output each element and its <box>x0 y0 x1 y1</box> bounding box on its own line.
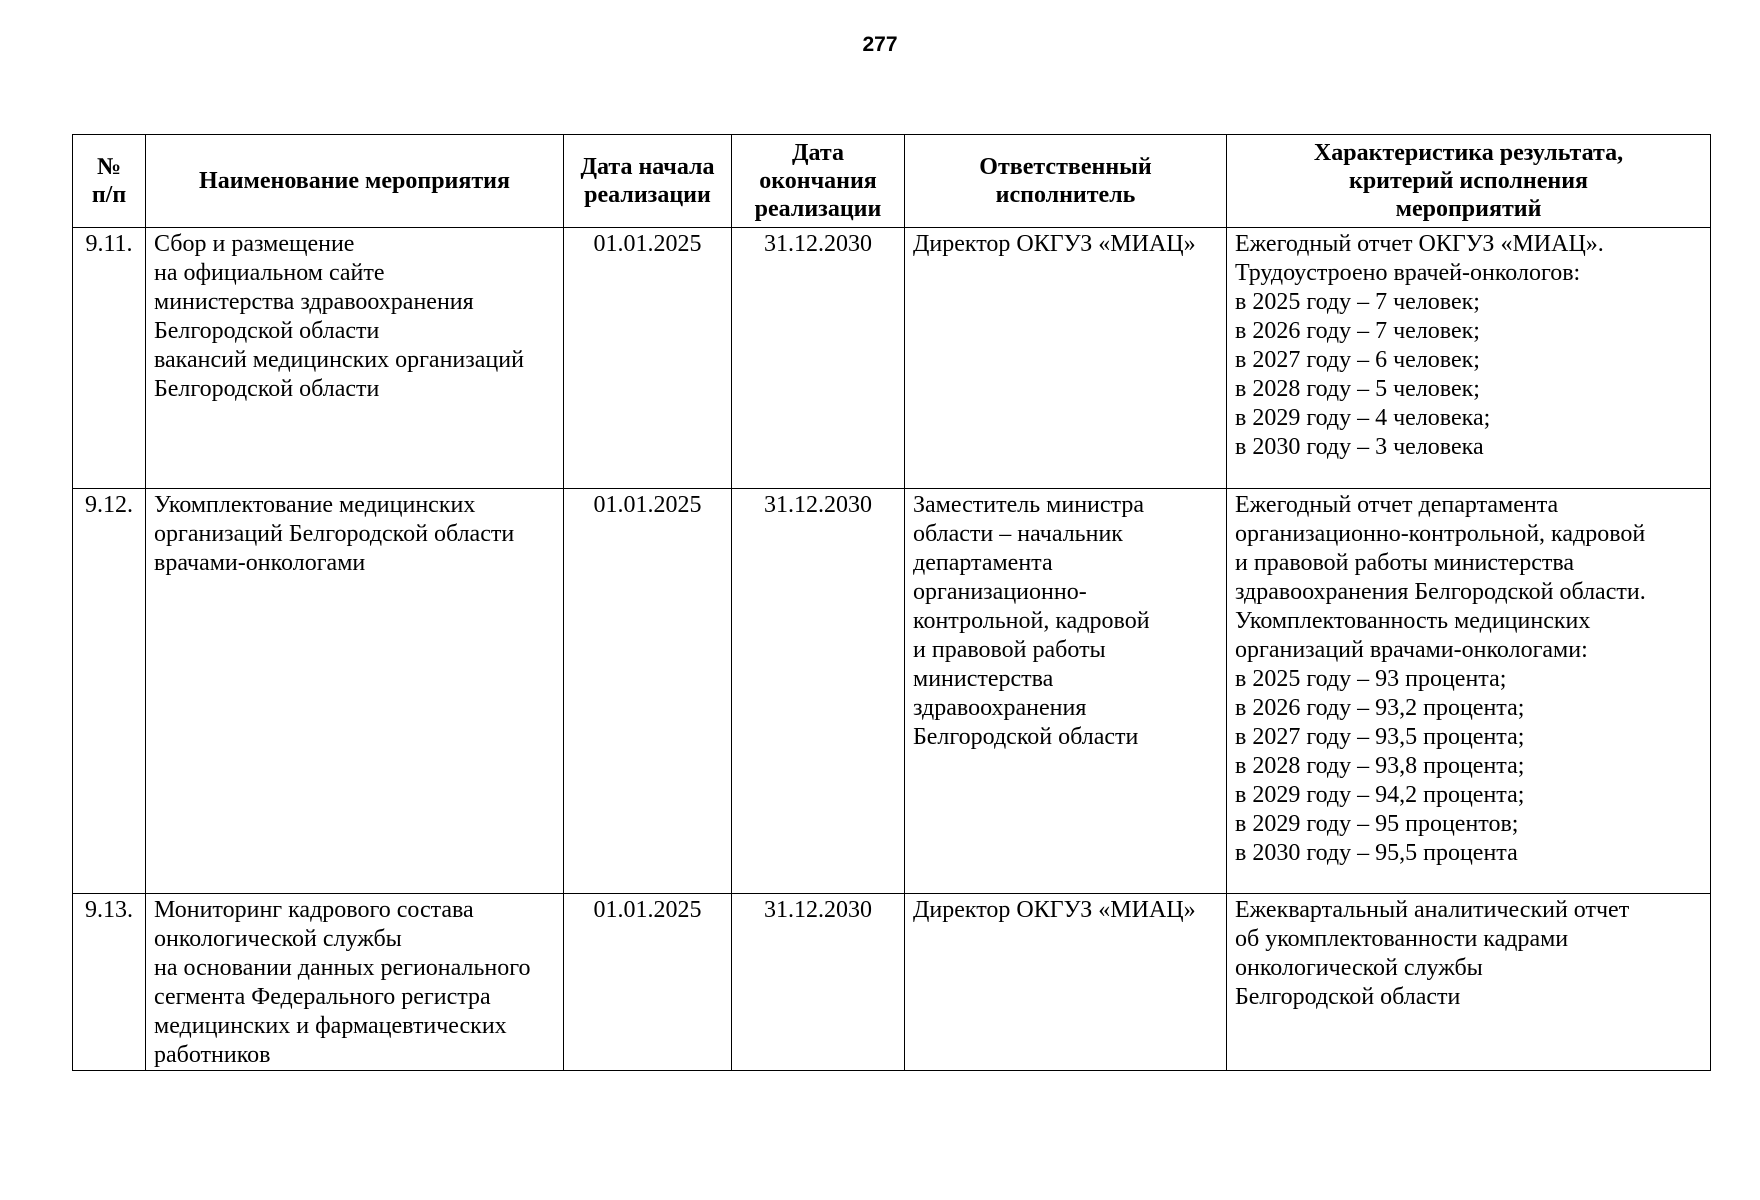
table-row <box>73 228 1711 489</box>
row-number: 9.11. <box>73 228 146 489</box>
start-date: 01.01.2025 <box>564 894 732 1071</box>
result-description: Ежеквартальный аналитический отчет об укомплектованности кадрами онкологической службы Белгородской области <box>1227 894 1711 1071</box>
result-description: Ежегодный отчет департамента организационно-контрольной, кадровой и правовой работы министерства здравоохранения Белгородской области. Укомплектованность медицинских организаций врачами-онкологами: в 2025 году – 93 процента; в 2026 году – 93,2 процента; в 2027 году – 93,5 процента; в 2028 году – 93,8 процента; в 2029 году – 94,2 процента; в 2029 году – 95 процентов; в 2030 году – 95,5 процента <box>1227 489 1711 894</box>
activity-name: Укомплектование медицинских организаций Белгородской области врачами-онкологами <box>146 489 564 894</box>
responsible-executor: Директор ОКГУЗ «МИАЦ» <box>905 894 1227 1071</box>
header-start-date: Дата начала реализации <box>564 135 732 228</box>
responsible-executor: Заместитель министра области – начальник департамента организационно- контрольной, кадровой и правовой работы министерства здравоохранения Белгородской области <box>905 489 1227 894</box>
start-date: 01.01.2025 <box>564 228 732 489</box>
header-activity-name: Наименование мероприятия <box>146 135 564 228</box>
page-number: 277 <box>862 33 898 56</box>
activity-name: Сбор и размещение на официальном сайте министерства здравоохранения Белгородской области вакансий медицинских организаций Белгородской области <box>146 228 564 489</box>
responsible-executor: Директор ОКГУЗ «МИАЦ» <box>905 228 1227 489</box>
end-date: 31.12.2030 <box>732 489 905 894</box>
activity-name: Мониторинг кадрового состава онкологической службы на основании данных регионального сегмента Федерального регистра медицинских и фармацевтических работников <box>146 894 564 1071</box>
table-row <box>73 489 1711 894</box>
header-result: Характеристика результата, критерий исполнения мероприятий <box>1227 135 1711 228</box>
start-date: 01.01.2025 <box>564 489 732 894</box>
header-end-date: Дата окончания реализации <box>732 135 905 228</box>
activities-table <box>72 134 1711 1071</box>
row-number: 9.13. <box>73 894 146 1071</box>
header-responsible: Ответственный исполнитель <box>905 135 1227 228</box>
row-number: 9.12. <box>73 489 146 894</box>
end-date: 31.12.2030 <box>732 894 905 1071</box>
table-row <box>73 894 1711 1071</box>
result-description: Ежегодный отчет ОКГУЗ «МИАЦ». Трудоустроено врачей-онкологов: в 2025 году – 7 человек; в 2026 году – 7 человек; в 2027 году – 6 человек; в 2028 году – 5 человек; в 2029 году – 4 человека; в 2030 году – 3 человека <box>1227 228 1711 489</box>
end-date: 31.12.2030 <box>732 228 905 489</box>
header-number: № п/п <box>73 135 146 228</box>
table-header-row <box>73 135 1711 228</box>
